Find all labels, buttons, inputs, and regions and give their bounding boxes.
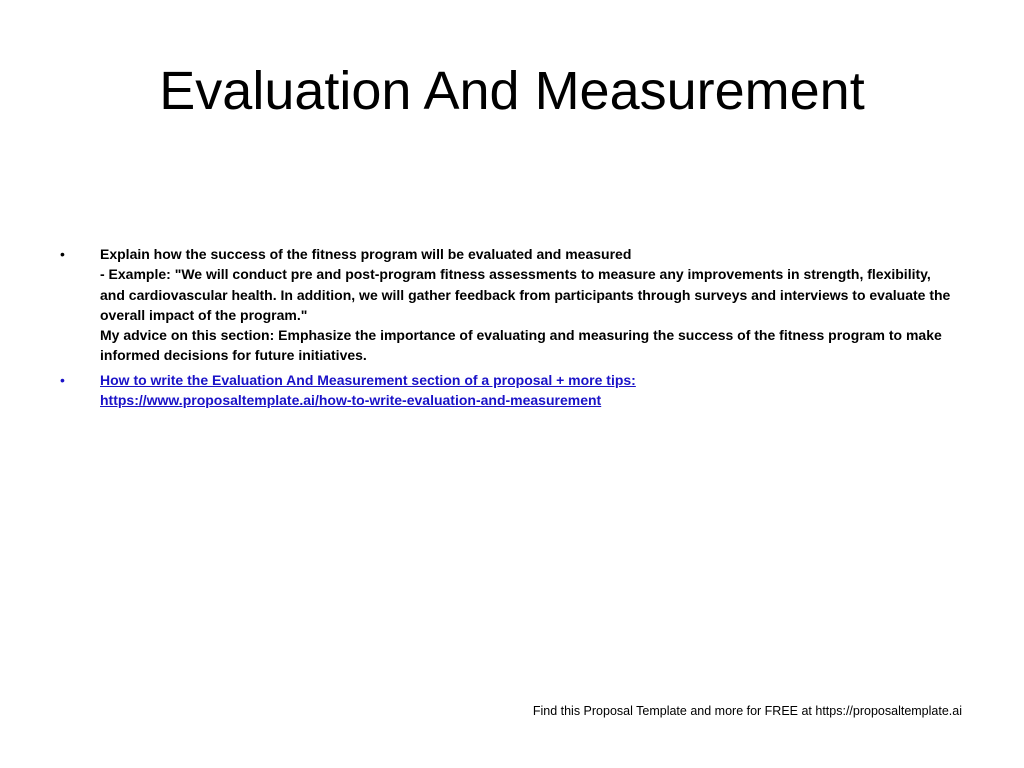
- guidance-example: - Example: "We will conduct pre and post-program fitness assessments to measure any improvements in strength, flexibility, and cardiovascular health. In addition, we will gather feedback from participants through surveys and interviews to evaluate the overall impact of the program.": [100, 266, 951, 323]
- footer-credit: Find this Proposal Template and more for FREE at https://proposaltemplate.ai: [532, 704, 962, 718]
- guidance-advice: My advice on this section: Emphasize the importance of evaluating and measuring the success of the fitness program to make informed decisions for future initiatives.: [100, 327, 942, 364]
- bullet-marker: •: [60, 246, 65, 262]
- tips-link-url: https://www.proposaltemplate.ai/how-to-write-evaluation-and-measurement: [100, 392, 602, 409]
- tips-link[interactable]: [100, 370, 956, 411]
- bullet-item-link: [56, 370, 956, 411]
- bullet-marker: •: [60, 371, 65, 388]
- guidance-heading: Explain how the success of the fitness program will be evaluated and measured: [100, 246, 632, 262]
- bullet-list: [56, 244, 956, 414]
- slide-title: Evaluation And Measurement: [159, 61, 865, 121]
- bullet-item-guidance: [56, 244, 956, 366]
- tips-link-label: How to write the Evaluation And Measurement section of a proposal + more tips:: [100, 371, 636, 388]
